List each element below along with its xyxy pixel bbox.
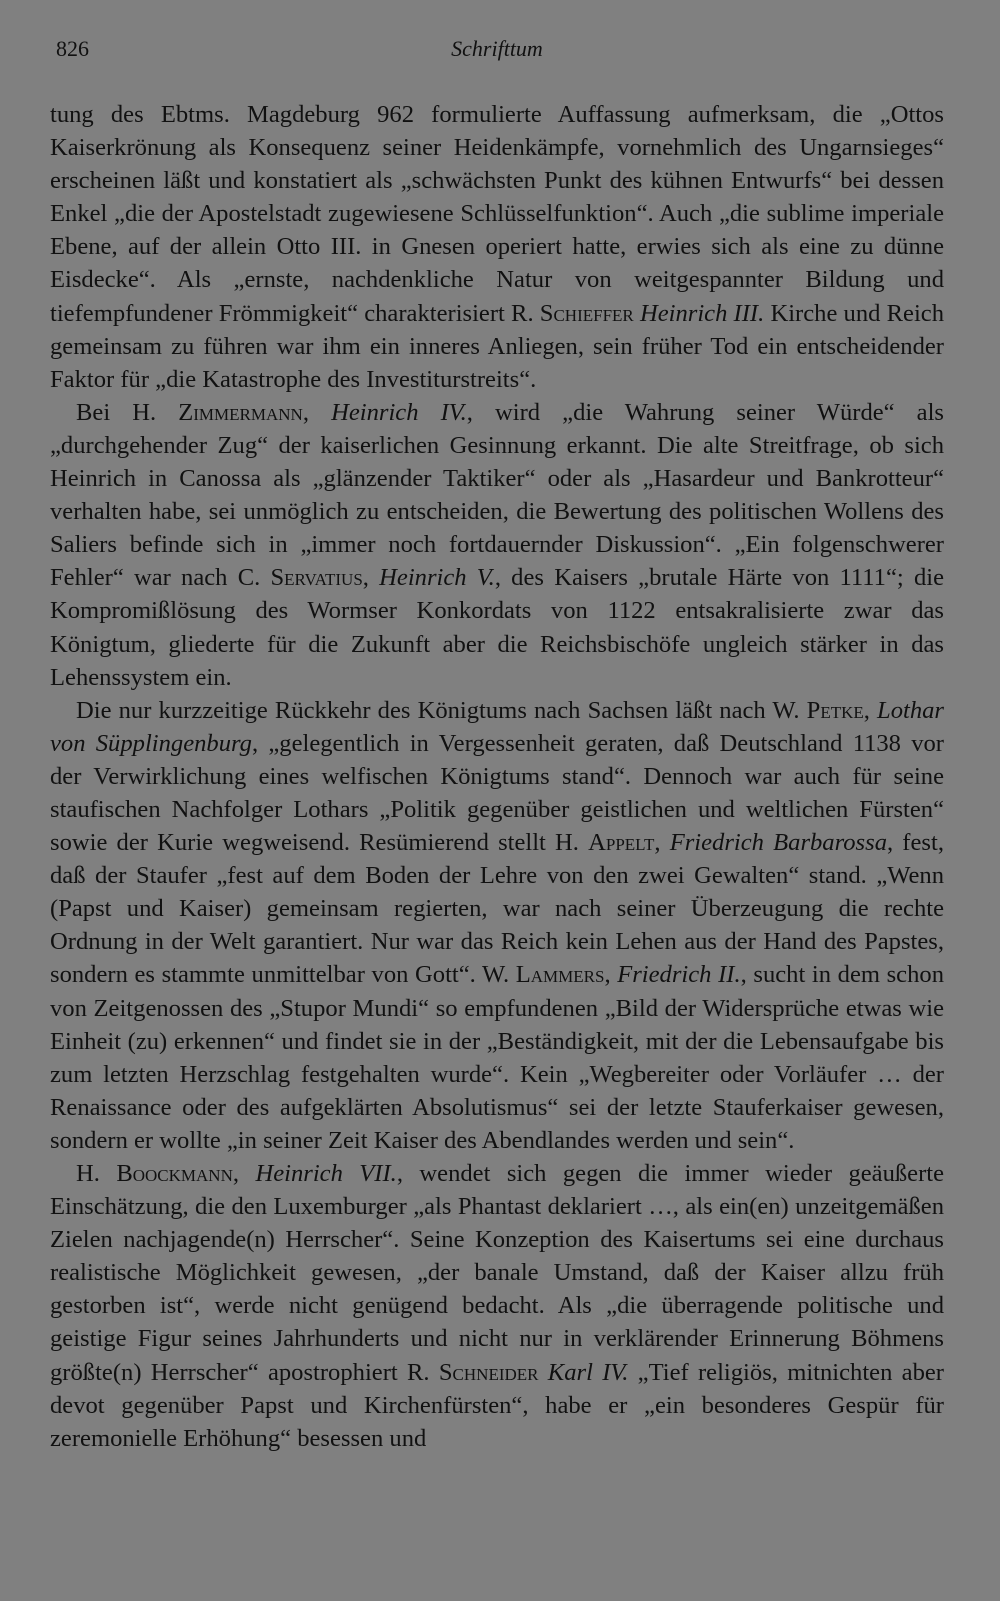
text-run: , fest, daß der Staufer „fest auf dem Boden der Lehre von den zwei Gewalten“ stand. „Wenn (Papst und Kaiser) gemeinsam regierten, war nach seiner Überzeugung die rechte Ordnung in der Welt garantiert. Nur war das Reich kein Lehen aus der Hand des Papstes, sondern es stammte unmittelbar von Gott“. W. <box>50 829 944 989</box>
text-run: , sucht in dem schon von Zeitgenossen des „Stupor Mundi“ so empfundenen „Bild der Widersprüche etwas wie Einheit (zu) erkennen“ und findet sie in der „Beständigkeit, mit der die Lebensaufgabe bis zum letzten Herzschlag festgehalten wurde“. Kein „Wegbereiter oder Vorläufer … der Renaissance oder des aufgeklärten Absolutismus“ sei der letzte Stauferkaiser gewesen, sondern er wollte „in seiner Zeit Kaiser des Abendlandes werden und sein“. <box>50 961 944 1154</box>
text-run: H. <box>76 1160 117 1187</box>
work-title: Heinrich VII. <box>255 1160 397 1187</box>
text-run: Kirche und Reich gemeinsam zu führen war ihm ein inneres Anliegen, sein früher Tod ein entscheidender Faktor für „die Katastrophe des Investiturstreits“. <box>50 299 944 393</box>
paragraph <box>50 1157 944 1455</box>
text-run: Die nur kurzzeitige Rückkehr des Königtums nach Sachsen läßt nach W. <box>76 696 807 724</box>
running-title: Schrifttum <box>451 36 543 61</box>
author-name: Lammers <box>515 961 605 989</box>
author-name: Servatius <box>270 564 363 592</box>
text-run: , <box>863 696 878 724</box>
text-run: , des Kaisers „brutale Härte von 1111“; die Kompromißlösung des Wormser Konkordats von 1122 entsakralisierte zwar das Königtum, gliederte für die Zukunft aber die Reichsbischöfe ungleich stärker in das Lehenssystem ein. <box>50 564 945 691</box>
text-run: , wendet sich gegen die immer wieder geäußerte Einschätzung, die den Luxemburger „als Phantast deklariert …, als ein(en) unzeitgemäßen Zielen nachjagende(n) Herrscher“. Seine Konzeption des Kaisertums sei eine durchaus realistische Möglichkeit gewesen, „der banale Umstand, daß der Kaiser allzu früh gestorben ist“, werde nicht genügend bedacht. Als „die überragende politische und geistige Figur seines Jahrhunderts und nicht nur in verklärender Erinnerung Böhmens größte(n) Herrscher“ apostrophiert R. <box>50 1160 945 1386</box>
text-run: , <box>654 829 670 857</box>
book-page <box>50 30 944 1590</box>
work-title: Karl IV. <box>547 1358 629 1386</box>
work-title: Heinrich V. <box>379 564 495 592</box>
author-name: Schneider <box>438 1358 539 1386</box>
text-run: , wird „die Wahrung seiner Würde“ als „durchgehender Zug“ der kaiserlichen Gesinnung erkannt. Die alte Streitfrage, ob sich Heinrich in Canossa als „glänzender Taktiker“ oder als „Hasardeur und Bankrotteur“ verhalten habe, sei unmöglich zu entscheiden, die Bewertung des politischen Wollens des Saliers befinde sich in „immer noch fortdauernder Diskussion“. „Ein folgenschwerer Fehler“ war nach C. <box>50 398 944 592</box>
text-run <box>539 1359 548 1386</box>
author-name: Zimmermann <box>178 398 303 426</box>
author-name: Schieffer <box>539 299 634 327</box>
paragraph <box>50 694 944 1157</box>
text-run: , <box>362 564 380 592</box>
page-number: 826 <box>56 36 89 61</box>
work-title: Friedrich II. <box>617 961 741 989</box>
text-run: „Tief religiös, mitnichten aber devot gegenüber Papst und Kirchenfürsten“, habe er „ein besonderes Gespür für zeremonielle Erhöhung“ besessen und <box>50 1358 944 1452</box>
paragraph <box>50 396 944 694</box>
page-header <box>50 30 944 75</box>
work-title: Lothar von Süpplingenburg <box>50 696 945 757</box>
paragraph <box>50 98 944 396</box>
author-name: Petke <box>806 696 864 724</box>
work-title: Heinrich III. <box>639 299 765 327</box>
text-run: , „gelegentlich in Vergessenheit geraten, daß Deutschland 1138 vor der Verwirklichung eines welfischen Königtums stand“. Dennoch war auch für seine staufischen Nachfolger Lothars „Politik gegenüber geistlichen und weltlichen Fürsten“ sowie der Kurie wegweisend. Resümierend stellt H. <box>50 729 944 857</box>
text-run: , <box>232 1160 256 1187</box>
text-run: tung des Ebtms. Magdeburg 962 formulierte Auffassung aufmerksam, die „Ottos Kaiserkrönung als Konsequenz seiner Heidenkämpfe, vornehmlich des Ungarnsieges“ erscheinen läßt und konstatiert als „schwächsten Punkt des kühnen Entwurfs“ bei dessen Enkel „die der Apostelstadt zugewiesene Schlüsselfunktion“. Auch „die sublime imperiale Ebene, auf der allein Otto III. in Gnesen operiert hatte, erwies sich als eine zu dünne Eisdecke“. Als „ernste, nachdenkliche Natur von weitgespannter Bildung und tiefempfundener Frömmigkeit“ charakterisiert R. <box>50 101 944 327</box>
text-run: , <box>302 398 332 426</box>
body-text <box>50 98 944 1455</box>
work-title: Friedrich Barbarossa <box>669 829 887 857</box>
author-name: Boockmann <box>116 1160 233 1187</box>
author-name: Appelt <box>588 829 655 857</box>
text-run: Bei H. <box>76 398 179 426</box>
text-run: , <box>604 961 618 989</box>
work-title: Heinrich IV. <box>331 398 467 426</box>
